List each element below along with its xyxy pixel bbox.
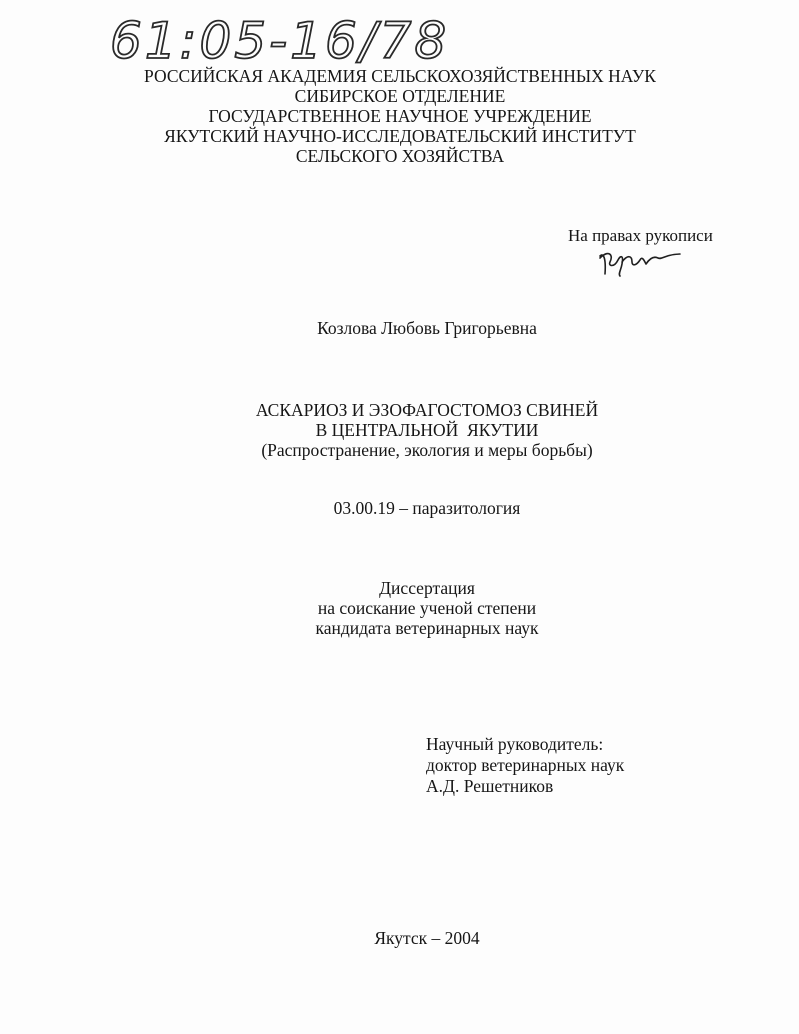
degree-line-1: Диссертация [379,578,475,598]
author-name-text: Козлова Любовь Григорьевна [317,318,537,338]
manuscript-rights: На правах рукописи [568,226,713,245]
specialty-code [200,498,654,518]
title-line-1: АСКАРИОЗ И ЭЗОФАГОСТОМОЗ СВИНЕЙ [255,400,599,420]
author-name [200,318,654,338]
supervisor-block [426,734,624,797]
degree-line-3: кандидата ветеринарных наук [315,618,539,638]
supervisor-label: Научный руководитель: [426,734,604,754]
degree-statement [200,578,654,638]
archive-code-handwritten [108,8,468,68]
signature-scribble [596,246,682,278]
org-line-agriculture: СЕЛЬСКОГО ХОЗЯЙСТВА [295,146,505,166]
place-year [200,928,654,948]
org-line-institute: ЯКУТСКИЙ НАУЧНО-ИССЛЕДОВАТЕЛЬСКИЙ ИНСТИТУТ [164,126,636,146]
place-year-text: Якутск – 2004 [374,928,480,948]
archive-code-svg [108,8,468,68]
org-line-institution: ГОСУДАРСТВЕННОЕ НАУЧНОЕ УЧРЕЖДЕНИЕ [208,106,592,126]
title-subtitle: (Распространение, экология и меры борьбы) [261,440,593,460]
organization-header [60,66,740,166]
supervisor-name: А.Д. Решетников [426,776,554,796]
specialty-text: 03.00.19 – паразитология [333,498,521,518]
degree-line-2: на соискание ученой степени [317,598,537,618]
title-line-2: В ЦЕНТРАЛЬНОЙ ЯКУТИИ [315,420,539,440]
supervisor-degree: доктор ветеринарных наук [426,755,625,775]
dissertation-title [150,400,704,460]
signature [596,246,682,278]
archive-code-text: 61:05-16/78 [110,12,450,68]
org-line-academy: РОССИЙСКАЯ АКАДЕМИЯ СЕЛЬСКОХОЗЯЙСТВЕННЫХ НАУК [144,66,656,86]
org-line-branch: СИБИРСКОЕ ОТДЕЛЕНИЕ [294,86,506,106]
